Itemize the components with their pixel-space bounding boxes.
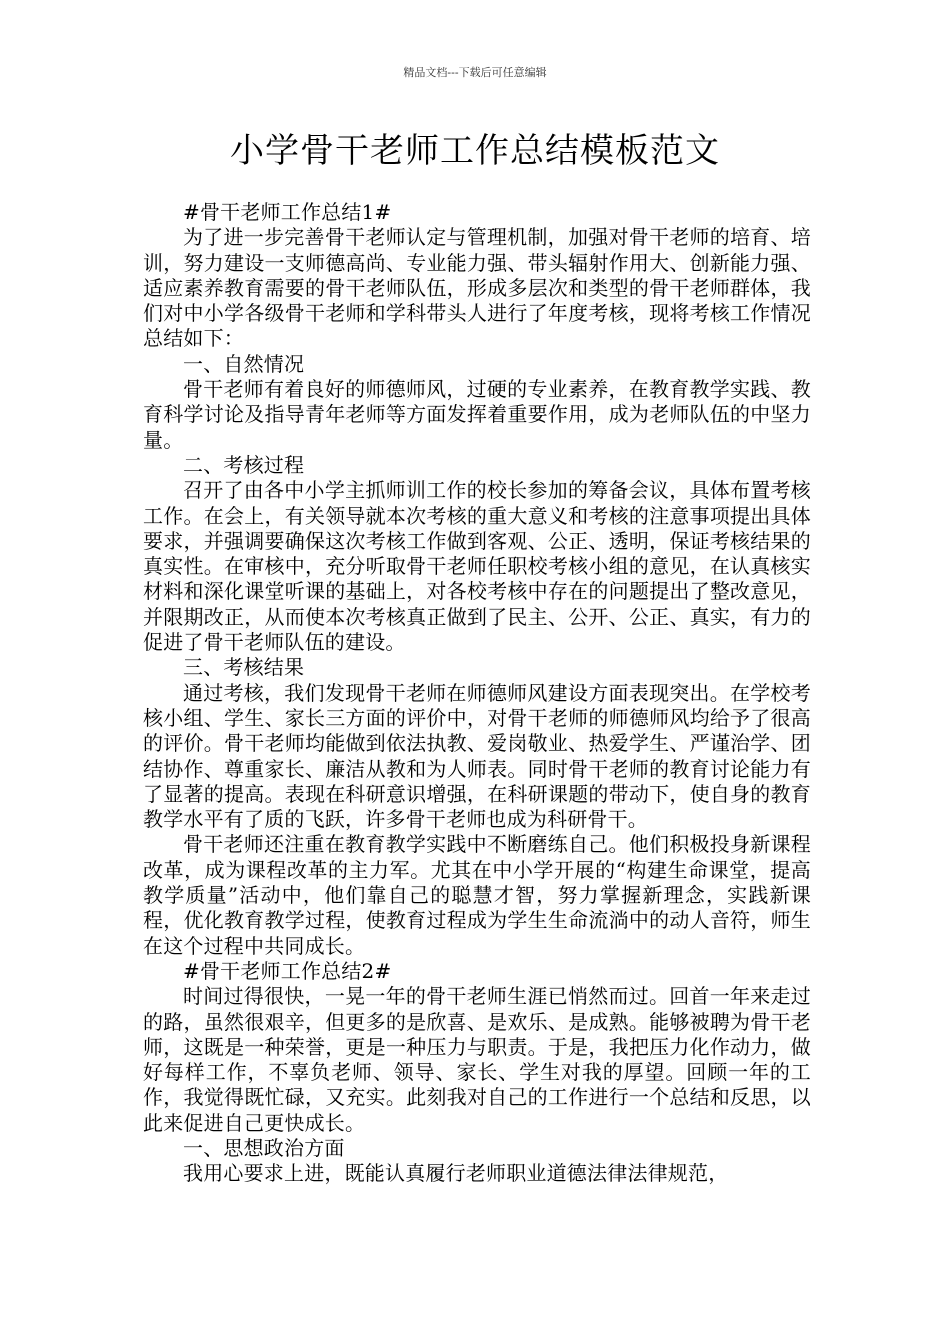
section-heading-summary-2: #骨干老师工作总结2# <box>183 958 392 983</box>
header-note: 精品文档---下载后可任意编辑 <box>403 66 547 79</box>
intro-paragraph: 为了进一步完善骨干老师认定与管理机制，加强对骨干老师的培育、培训，努力建设一支师德高尚、专业能力强、带头辐射作用大、创新能力强、适应素养教育需要的骨干老师队伍，形成多层次和类型的骨干老师群体，我们对中小学各级骨干老师和学科带头人进行了年度考核，现将考核工作情况总结如下： <box>143 225 811 351</box>
section-heading-natural-situation: 一、自然情况 <box>183 351 305 376</box>
document-title: 小学骨干老师工作总结模板范文 <box>230 131 720 171</box>
practice-paragraph: 骨干老师还注重在教育教学实践中不断磨练自己。他们积极投身新课程改革，成为课程改革的主力军。尤其在中小学开展的“构建生命课堂，提高教学质量”活动中，他们靠自己的聪慧才智，努力掌握新理念，实践新课程，优化教育教学过程，使教育过程成为学生生命流淌中的动人音符，师生在这个过程中共同成长。 <box>143 832 811 958</box>
assessment-results-paragraph: 通过考核，我们发现骨干老师在师德师风建设方面表现突出。在学校考核小组、学生、家长三方面的评价中，对骨干老师的师德师风均给予了很高的评价。骨干老师均能做到依法执教、爱岗敬业、热爱学生、严谨治学、团结协作、尊重家长、廉洁从教和为人师表。同时骨干老师的教育讨论能力有了显著的提高。表现在科研意识增强，在科研课题的带动下，使自身的教育教学水平有了质的飞跃，许多骨干老师也成为科研骨干。 <box>143 680 811 832</box>
reflection-paragraph: 时间过得很快，一晃一年的骨干老师生涯已悄然而过。回首一年来走过的路，虽然很艰辛，但更多的是欣喜、是欢乐、是成熟。能够被聘为骨干老师，这既是一种荣誉，更是一种压力与职责。于是，我把压力化作动力，做好每样工作，不辜负老师、领导、家长、学生对我的厚望。回顾一年的工作，我觉得既忙碌，又充实。此刻我对自己的工作进行一个总结和反思，以此来促进自己更快成长。 <box>143 984 811 1135</box>
section-heading-summary-1: #骨干老师工作总结1# <box>183 200 392 224</box>
assessment-process-paragraph: 召开了由各中小学主抓师训工作的校长参加的筹备会议，具体布置考核工作。在会上，有关领导就本次考核的重大意义和考核的注意事项提出具体要求，并强调要确保这次考核工作做到客观、公正、透明，保证考核结果的真实性。在审核中，充分听取骨干老师任职校考核小组的意见，在认真核实材料和深化课堂听课的基础上，对各校考核中存在的问题提出了整改意见，并限期改正，从而使本次考核真正做到了民主、公开、公正、真实，有力的促进了骨干老师队伍的建设。 <box>143 478 811 655</box>
section-heading-assessment-results: 三、考核结果 <box>183 655 305 680</box>
natural-situation-paragraph: 骨干老师有着良好的师德师风，过硬的专业素养，在教育教学实践、教育科学讨论及指导青年老师等方面发挥着重要作用，成为老师队伍的中坚力量。 <box>143 377 811 452</box>
section-heading-ideology-politics: 一、思想政治方面 <box>183 1135 345 1160</box>
section-heading-assessment-process: 二、考核过程 <box>183 452 305 477</box>
ideology-politics-paragraph: 我用心要求上进，既能认真履行老师职业道德法律法律规范， <box>183 1161 729 1186</box>
document-body <box>143 200 811 1187</box>
